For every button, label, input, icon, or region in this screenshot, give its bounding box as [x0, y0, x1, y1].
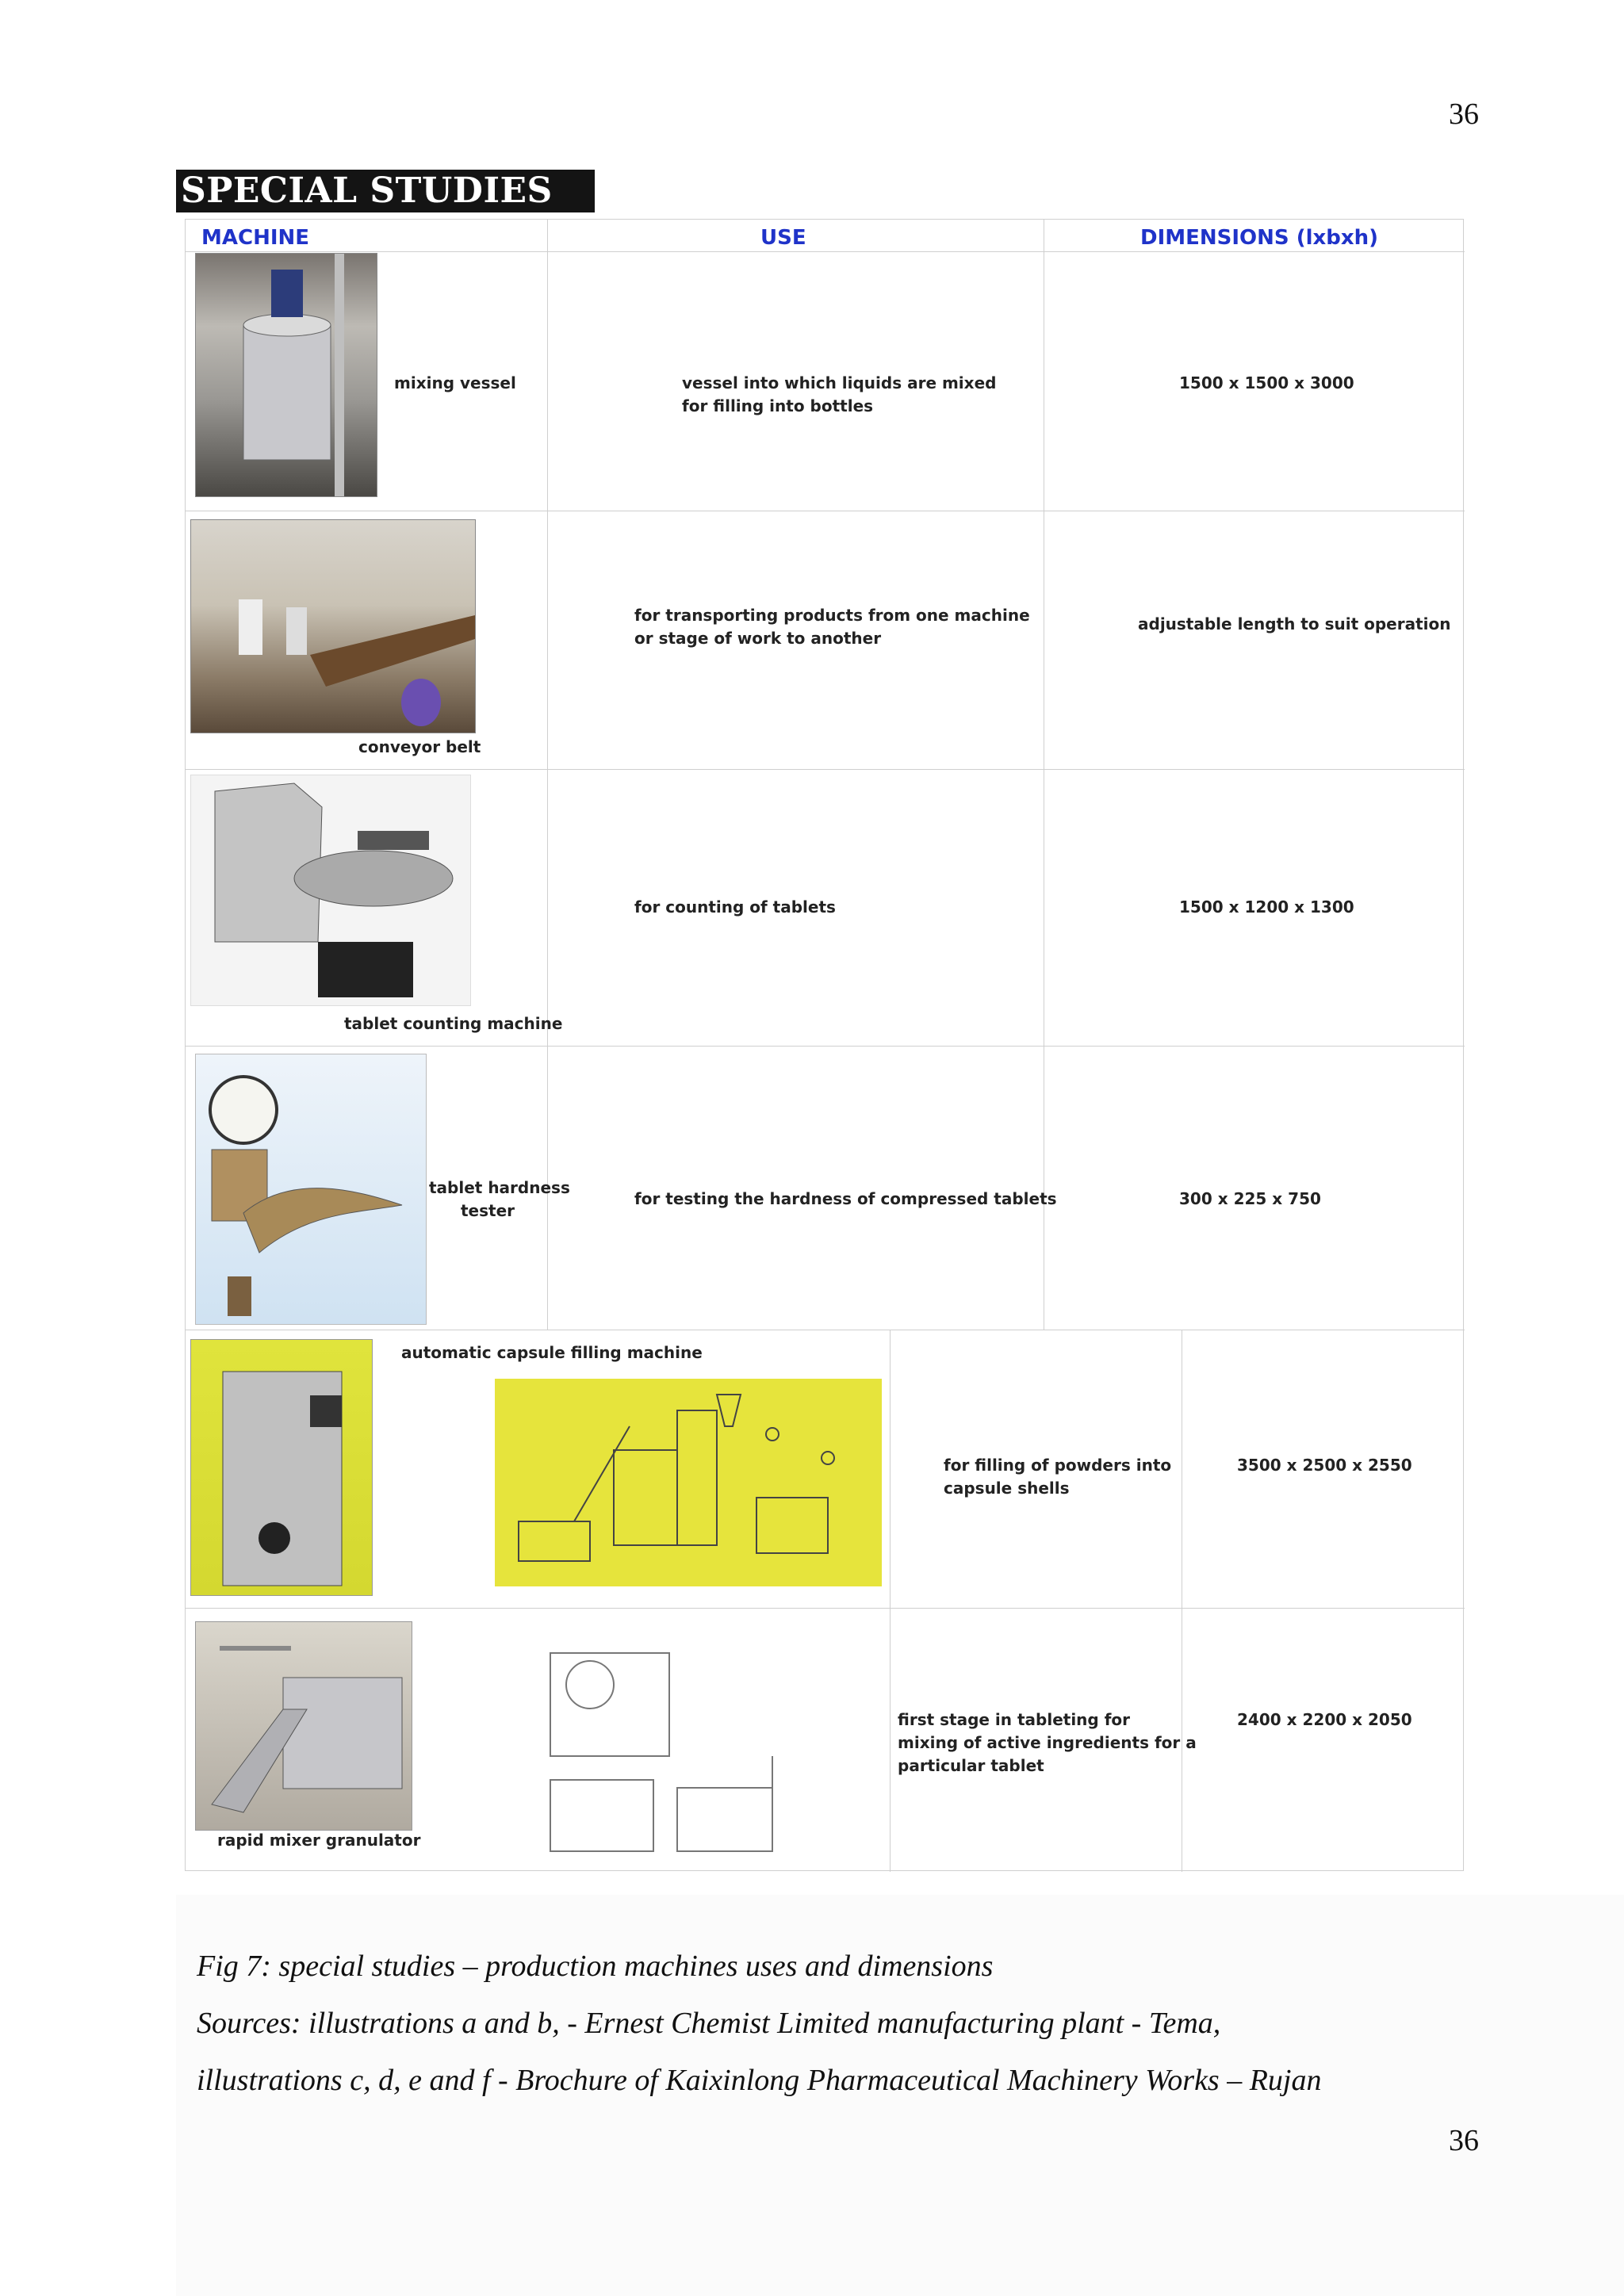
- dimensions-text: 3500 x 2500 x 2550: [1237, 1456, 1412, 1475]
- machines-table: [185, 219, 1464, 1871]
- mixing-vessel-illustration: [196, 254, 377, 496]
- mixing-vessel-photo: [195, 253, 377, 497]
- header-use: USE: [760, 226, 806, 250]
- conveyor-belt-illustration: [191, 520, 475, 733]
- column-divider: [547, 220, 548, 1330]
- section-heading: SPECIAL STUDIES: [176, 170, 595, 212]
- row-divider: [186, 769, 1465, 770]
- hardness-tester-photo: [195, 1054, 427, 1325]
- use-text: for filling into bottles: [682, 396, 874, 415]
- machine-label: automatic capsule filling machine: [401, 1343, 703, 1362]
- header-dimensions: DIMENSIONS (lxbxh): [1140, 226, 1379, 250]
- rapid-mixer-photo: [195, 1621, 412, 1831]
- rapid-mixer-illustration: [196, 1622, 412, 1830]
- dimensions-text: 2400 x 2200 x 2050: [1237, 1710, 1412, 1729]
- use-text: mixing of active ingredients for a: [898, 1733, 1197, 1752]
- use-text: for counting of tablets: [634, 897, 836, 916]
- capsule-filling-illustration: [191, 1340, 372, 1595]
- machine-label: tablet counting machine: [344, 1014, 563, 1033]
- machine-label: tablet hardness: [429, 1178, 570, 1197]
- rapid-mixer-drawing: [503, 1621, 799, 1859]
- use-text: or stage of work to another: [634, 629, 882, 648]
- use-text: vessel into which liquids are mixed: [682, 373, 997, 392]
- page-number-bottom: 36: [1449, 2124, 1479, 2157]
- use-text: particular tablet: [898, 1756, 1044, 1775]
- capsule-filling-drawing: [495, 1379, 882, 1586]
- use-text: for filling of powders into: [944, 1456, 1172, 1475]
- dimensions-text: 1500 x 1200 x 1300: [1179, 897, 1354, 916]
- capsule-filling-schematic: [495, 1379, 882, 1586]
- use-text: capsule shells: [944, 1479, 1070, 1498]
- capsule-filling-photo: [190, 1339, 373, 1596]
- row-divider: [186, 1608, 1465, 1609]
- conveyor-belt-photo: [190, 519, 476, 733]
- header-divider: [186, 251, 1465, 252]
- page-number-top: 36: [1449, 98, 1479, 131]
- figure-source: Sources: illustrations a and b, - Ernest Chemist Limited manufacturing plant - Tema,: [197, 2007, 1221, 2040]
- machine-label: tester: [461, 1201, 515, 1220]
- figure-source: illustrations c, d, e and f - Brochure of Kaixinlong Pharmaceutical Machinery Works – Rujan: [197, 2064, 1322, 2097]
- machine-label: mixing vessel: [394, 373, 516, 392]
- tablet-counting-photo: [190, 775, 471, 1006]
- header-machine: MACHINE: [201, 226, 310, 250]
- use-text: for transporting products from one machine: [634, 606, 1030, 625]
- figure-caption: Fig 7: special studies – production machines uses and dimensions: [197, 1950, 994, 1983]
- column-divider: [890, 1330, 891, 1872]
- use-text: first stage in tableting for: [898, 1710, 1131, 1729]
- dimensions-text: 1500 x 1500 x 3000: [1179, 373, 1354, 392]
- dimensions-text: 300 x 225 x 750: [1179, 1189, 1321, 1208]
- tablet-counting-illustration: [191, 775, 470, 1005]
- use-text: for testing the hardness of compressed tablets: [634, 1189, 1057, 1208]
- hardness-tester-illustration: [196, 1054, 426, 1324]
- row-divider: [186, 1046, 1465, 1047]
- machine-label: conveyor belt: [358, 737, 481, 756]
- rapid-mixer-schematic: [503, 1621, 799, 1859]
- dimensions-text: adjustable length to suit operation: [1138, 614, 1451, 633]
- machine-label: rapid mixer granulator: [217, 1831, 421, 1850]
